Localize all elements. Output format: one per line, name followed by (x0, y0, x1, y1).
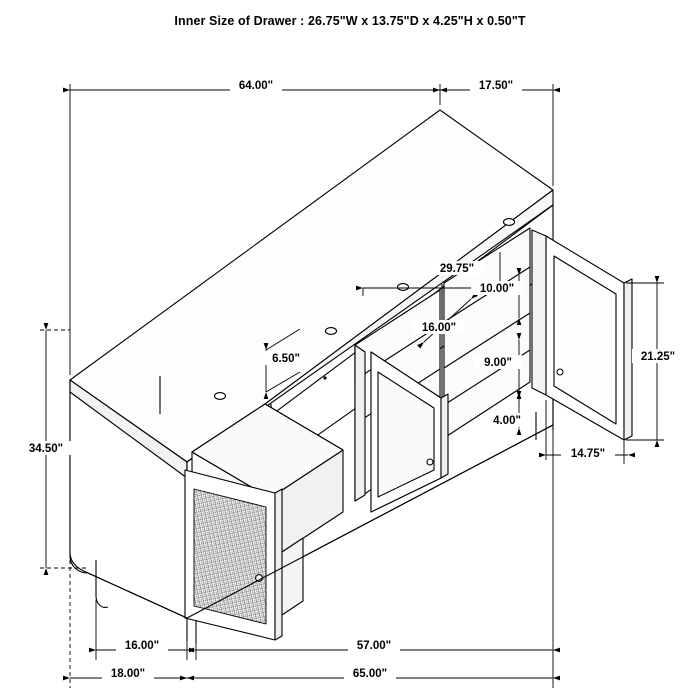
dim-label-drawer-height: 6.50" (272, 353, 300, 365)
dim-label-left-section-width: 16.00" (124, 640, 160, 652)
dim-label-shelf-clearance-lower: 9.00" (484, 357, 512, 369)
dim-label-top-depth: 17.50" (478, 80, 514, 92)
dim-label-door-height: 21.25" (640, 351, 676, 363)
dim-label-bottom-clearance: 4.00" (493, 415, 521, 427)
dim-label-overall-height-text: 34.50" (28, 443, 64, 455)
dim-label-shelf-clearance-upper: 10.00" (479, 283, 515, 295)
dim-label-door-width: 14.75" (570, 448, 606, 460)
dim-label-overall-width: 65.00" (352, 668, 388, 680)
dim-label-body-width: 57.00" (356, 640, 392, 652)
dim-label-drawer-width: 29.75" (439, 263, 475, 275)
dim-label-top-width: 64.00" (238, 80, 274, 92)
page-title: Inner Size of Drawer : 26.75"W x 13.75"D x 4.25"H x 0.50"T (174, 14, 526, 28)
dim-label-base-left-offset: 18.00" (110, 668, 146, 680)
dim-label-shelf-depth: 16.00" (421, 322, 457, 334)
